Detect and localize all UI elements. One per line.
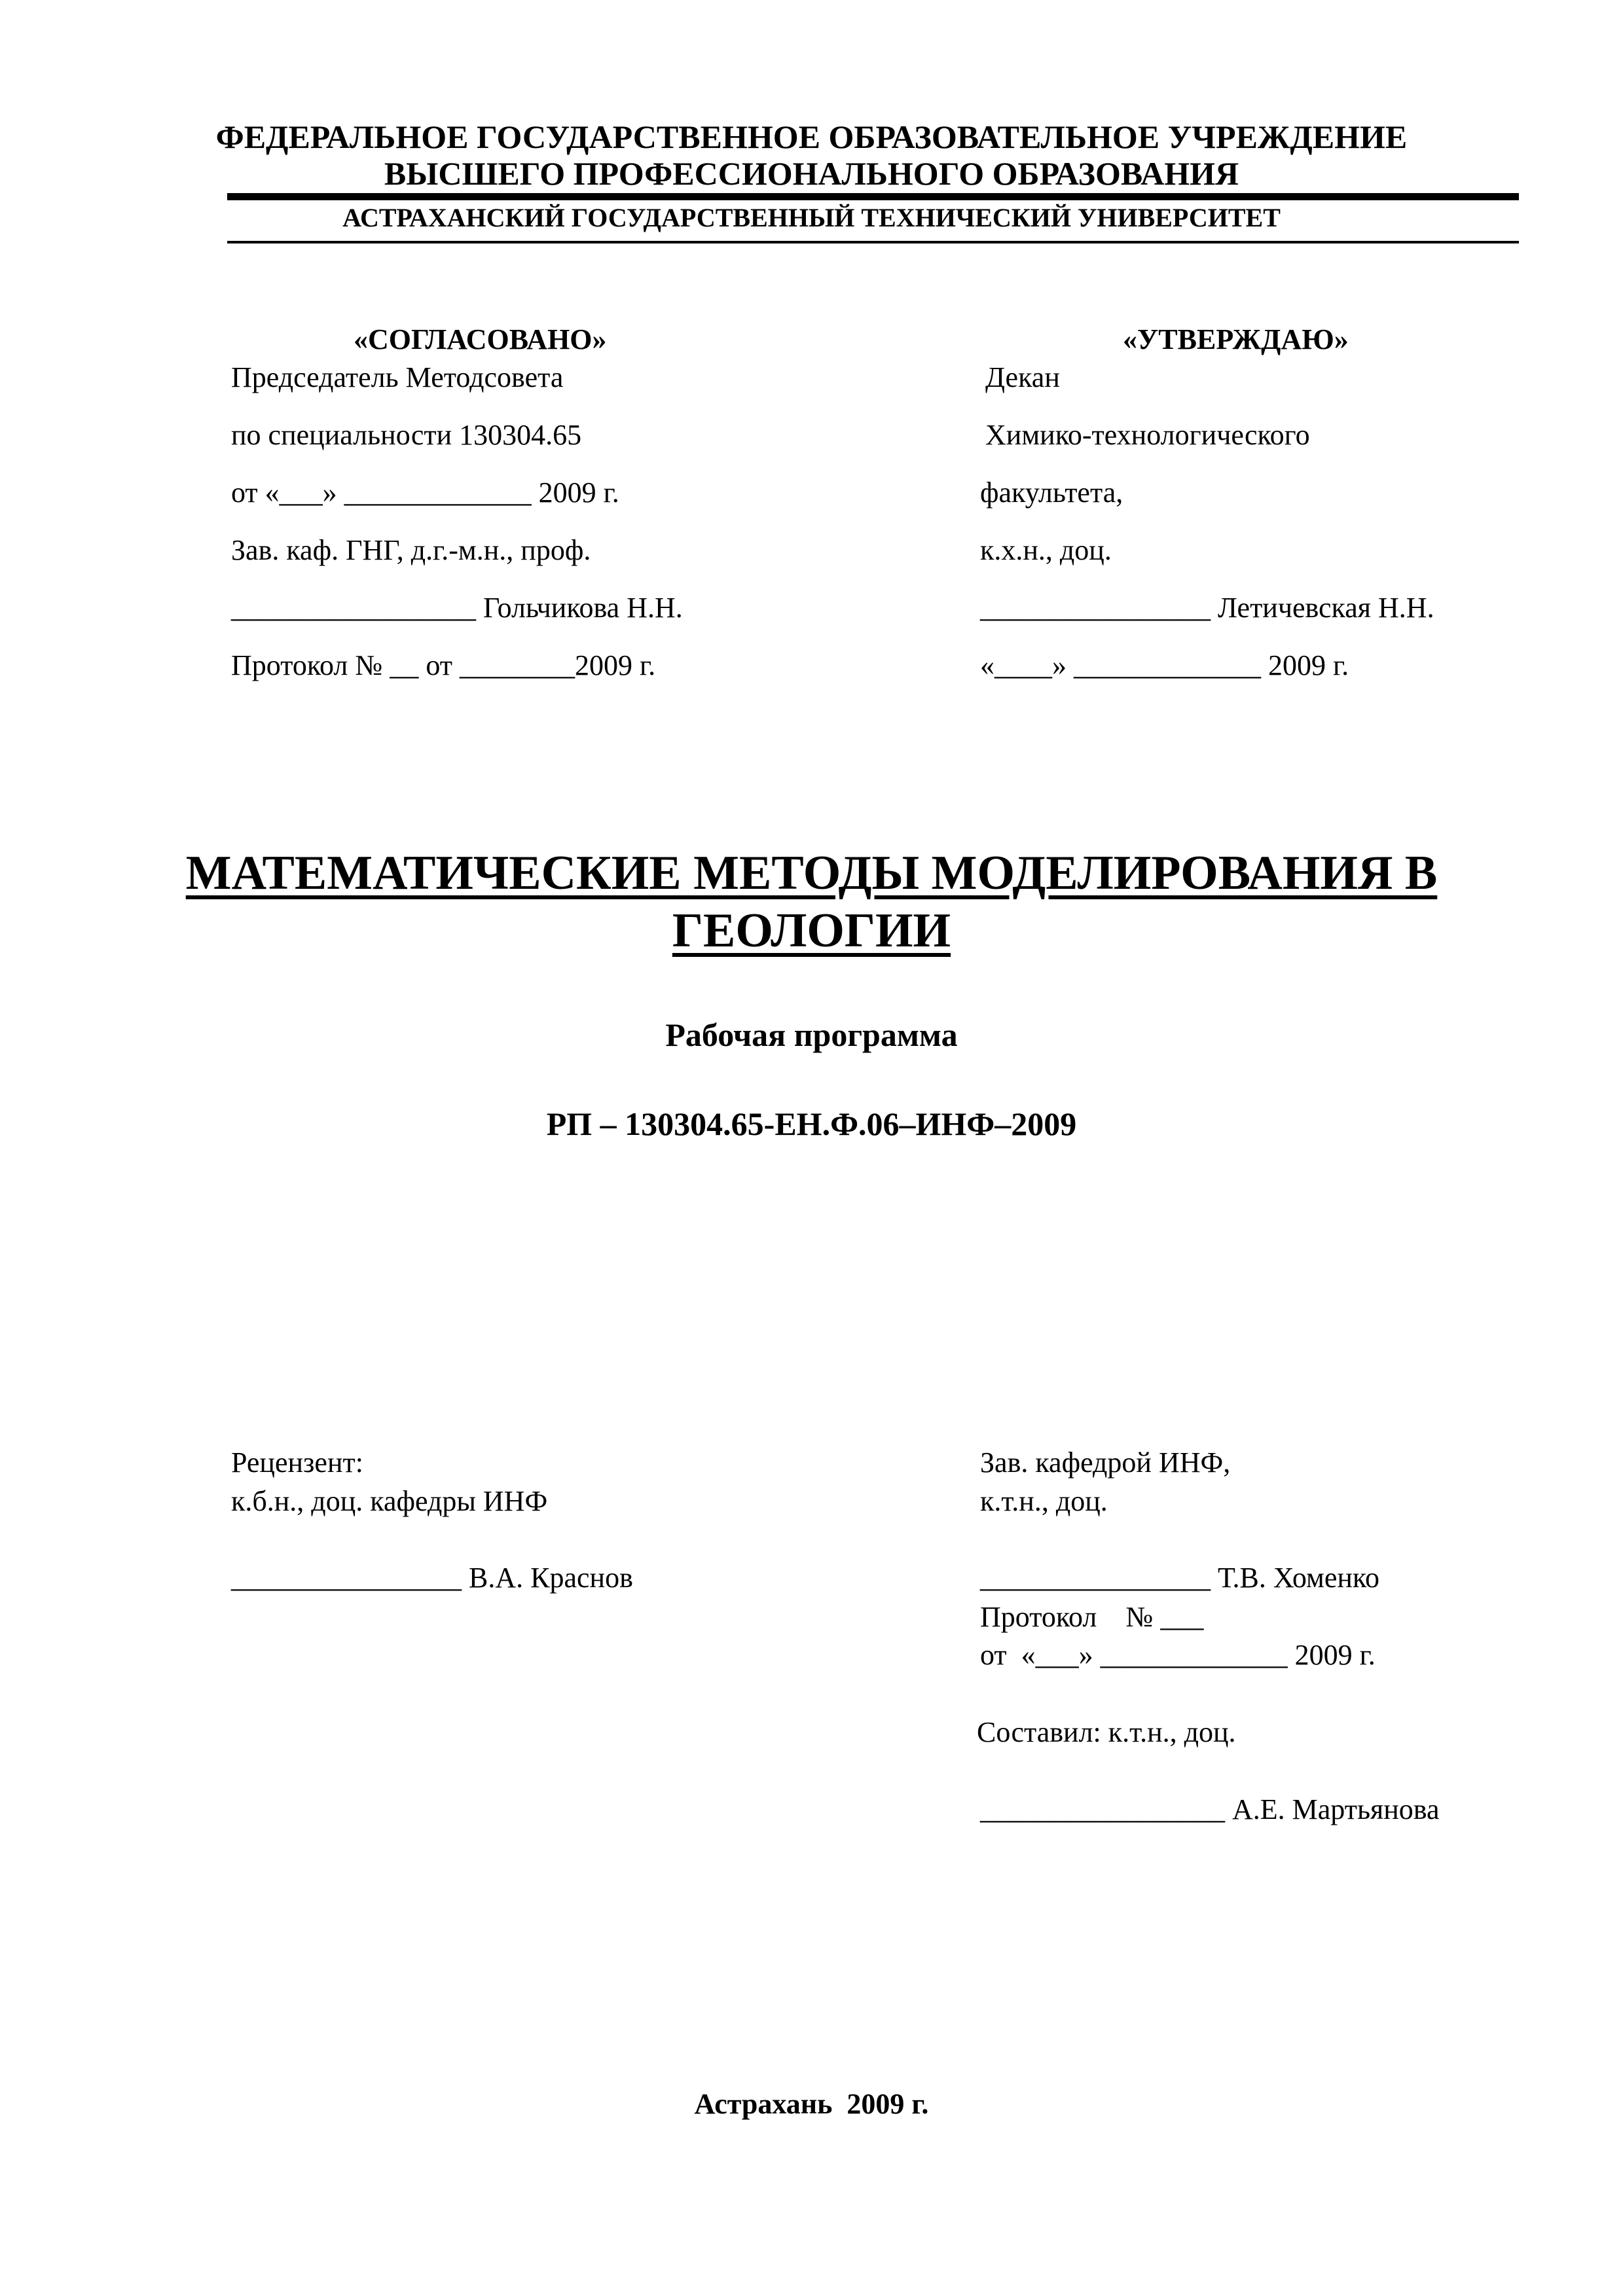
header-university: АСТРАХАНСКИЙ ГОСУДАРСТВЕННЫЙ ТЕХНИЧЕСКИЙ УНИВЕРСИТЕТ (342, 203, 1281, 232)
header-thin-rule (227, 241, 1519, 243)
agreed-line-1: Председатель Методсовета (231, 361, 564, 393)
approved-line-6: «____» _____________ 2009 г. (980, 649, 1349, 681)
title-line-1: МАТЕМАТИЧЕСКИЕ МЕТОДЫ МОДЕЛИРОВАНИЯ В (185, 846, 1438, 900)
approved-heading: «УТВЕРЖДАЮ» (1123, 323, 1349, 355)
approved-line-1: Декан (985, 361, 1060, 393)
head-of-dept-label: Зав. кафедрой ИНФ, (980, 1446, 1231, 1479)
title-line-2: ГЕОЛОГИИ (672, 904, 951, 958)
head-of-dept-protocol: Протокол № ___ (980, 1601, 1204, 1633)
head-of-dept-position: к.т.н., доц. (980, 1485, 1108, 1517)
agreed-line-5: _________________ Гольчикова Н.Н. (231, 592, 683, 624)
document-type: Рабочая программа (665, 1016, 958, 1053)
document-code: РП – 130304.65-ЕН.Ф.06–ИНФ–2009 (546, 1105, 1077, 1142)
header-line-1: ФЕДЕРАЛЬНОЕ ГОСУДАРСТВЕННОЕ ОБРАЗОВАТЕЛЬНОЕ УЧРЕЖДЕНИЕ (215, 118, 1408, 155)
reviewer-signature: ________________ В.А. Краснов (231, 1562, 633, 1594)
author-signature: _________________ А.Е. Мартьянова (980, 1793, 1440, 1825)
header-thick-rule (227, 193, 1519, 200)
reviewer-label: Рецензент: (231, 1446, 363, 1479)
agreed-heading: «СОГЛАСОВАНО» (354, 323, 607, 355)
reviewer-position: к.б.н., доц. кафедры ИНФ (231, 1485, 548, 1517)
agreed-line-6: Протокол № __ от ________2009 г. (231, 649, 656, 681)
author-label: Составил: к.т.н., доц. (977, 1716, 1236, 1748)
approved-line-2: Химико-технологического (985, 419, 1310, 451)
approved-line-5: ________________ Летичевская Н.Н. (980, 592, 1434, 624)
agreed-line-2: по специальности 130304.65 (231, 419, 582, 451)
footer-place-year: Астрахань 2009 г. (694, 2088, 929, 2120)
head-of-dept-signature: ________________ Т.В. Хоменко (980, 1562, 1380, 1594)
agreed-line-4: Зав. каф. ГНГ, д.г.-м.н., проф. (231, 534, 591, 566)
agreed-line-3: от «___» _____________ 2009 г. (231, 476, 619, 509)
head-of-dept-date: от «___» _____________ 2009 г. (980, 1639, 1376, 1671)
approved-line-4: к.х.н., доц. (980, 534, 1112, 566)
header-line-2: ВЫСШЕГО ПРОФЕССИОНАЛЬНОГО ОБРАЗОВАНИЯ (384, 155, 1239, 192)
approved-line-3: факультета, (980, 476, 1123, 509)
